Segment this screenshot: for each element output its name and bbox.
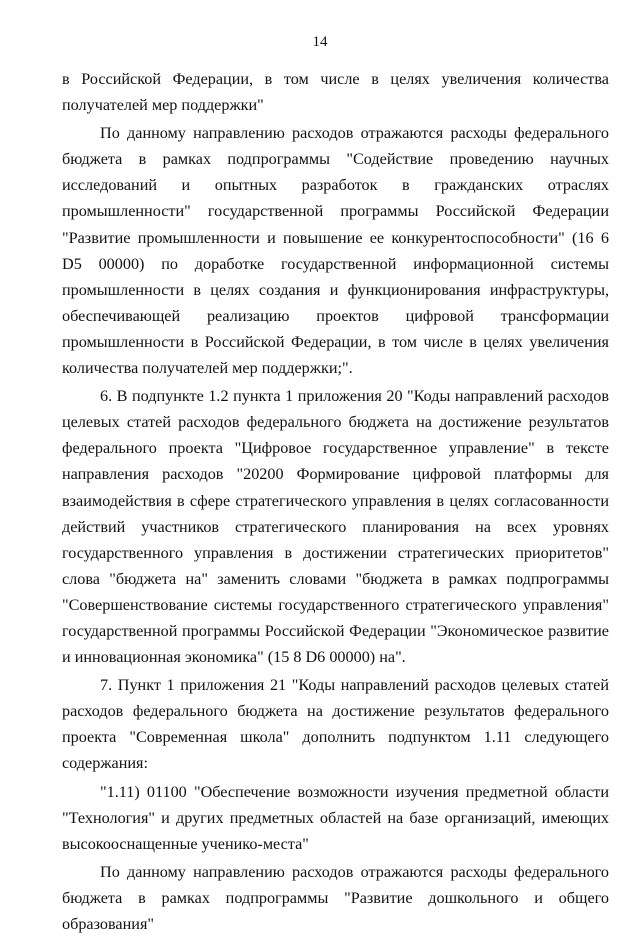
paragraph-expenses-education: По данному направлению расходов отражаются расходы федерального бюджета в рамках подпрограммы "Развитие дошкольного и общего образования" <box>62 862 609 933</box>
document-body <box>62 66 609 937</box>
paragraph-subitem-1-11: "1.11) 01100 "Обеспечение возможности изучения предметной области "Технология" и других предметных областей на базе организаций, имеющих высокооснащенные ученико-места" <box>62 782 609 853</box>
paragraph-continuation: в Российской Федерации, в том числе в целях увеличения количества получателей мер поддержки" <box>62 70 609 115</box>
paragraph-expenses-industry: По данному направлению расходов отражаются расходы федерального бюджета в рамках подпрограммы "Содействие проведению научных исследований и опытных разработок в гражданских отраслях промышленности" государственной программы Российской Федерации "Развитие промышленности и повышение ее конкурентоспособности" (16 6 D5 00000) по доработке государственной информационной системы промышленности в целях создания и функционирования инфраструктуры, обеспечивающей реализацию проектов цифровой трансформации промышленности в Российской Федерации, в том числе в целях увеличения количества получателей мер поддержки;". <box>62 124 609 378</box>
paragraph-item-7: 7. Пункт 1 приложения 21 "Коды направлений расходов целевых статей расходов федерального бюджета на достижение результатов федерального проекта "Современная школа" дополнить подпунктом 1.11 следующего содержания: <box>62 676 609 773</box>
page-number: 14 <box>312 34 328 50</box>
paragraph-item-6: 6. В подпункте 1.2 пункта 1 приложения 20 "Коды направлений расходов целевых статей расходов федерального бюджета на достижение результатов федерального проекта "Цифровое государственное управление" в тексте направления расходов "20200 Формирование цифровой платформы для взаимодействия в сфере стратегического управления в целях согласованности действий участников стратегического планирования на всех уровнях государственного управления в достижении стратегических приоритетов" слова "бюджета на" заменить словами "бюджета в рамках подпрограммы "Совершенствование системы государственного стратегического управления" государственной программы Российской Федерации "Экономическое развитие и инновационная экономика" (15 8 D6 00000) на". <box>62 387 609 667</box>
